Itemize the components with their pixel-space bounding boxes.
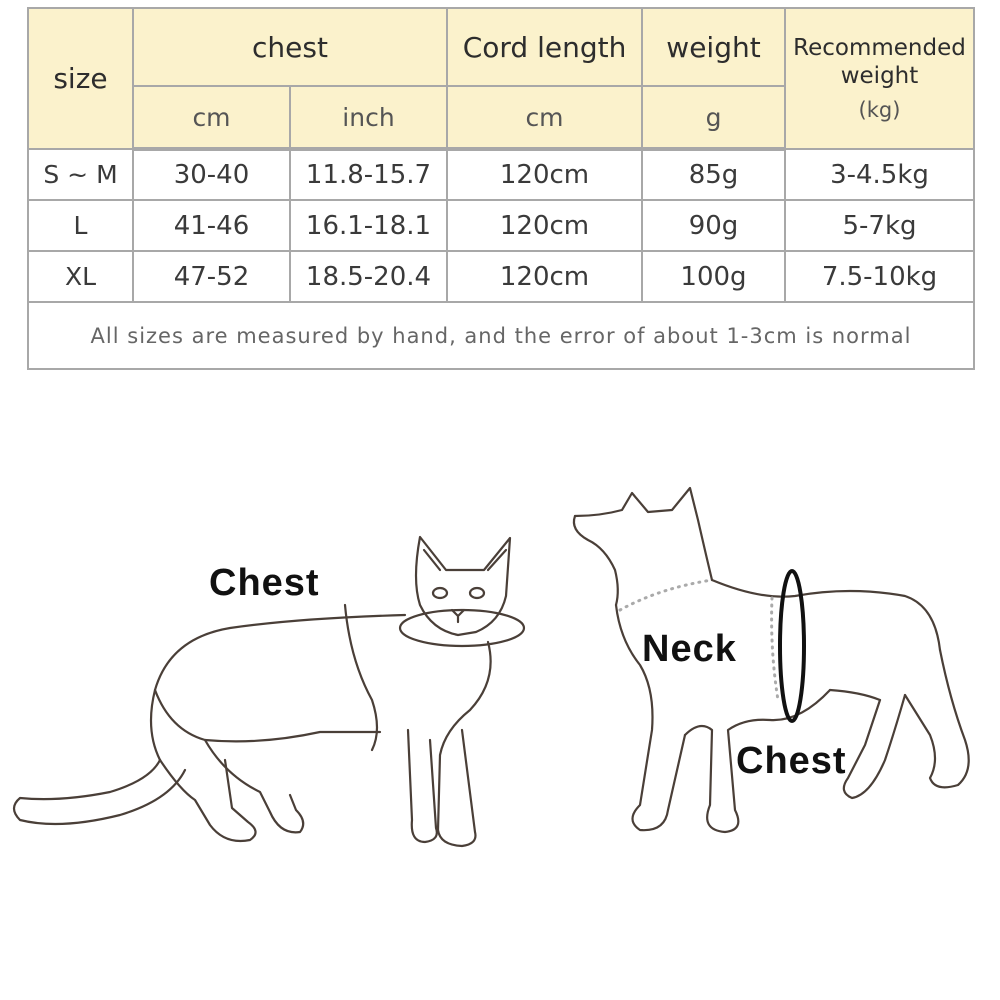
cell-cord-length: 120cm (447, 251, 642, 302)
header-chest: chest (133, 8, 447, 86)
size-chart-table (27, 7, 975, 370)
table-row (28, 251, 974, 302)
unit-cord-length: cm (447, 86, 642, 149)
cell-chest-inch: 18.5-20.4 (290, 251, 447, 302)
cell-recommended-weight: 5-7kg (785, 200, 974, 251)
header-weight: weight (642, 8, 785, 86)
unit-chest-cm: cm (133, 86, 290, 149)
table-row (28, 200, 974, 251)
cell-cord-length: 120cm (447, 200, 642, 251)
cell-recommended-weight: 3-4.5kg (785, 149, 974, 200)
header-size: size (28, 8, 133, 149)
header-cord-length: Cord length (447, 8, 642, 86)
cell-size: L (28, 200, 133, 251)
cell-chest-inch: 11.8-15.7 (290, 149, 447, 200)
unit-recommended-weight: (kg) (858, 97, 901, 122)
cell-chest-cm: 41-46 (133, 200, 290, 251)
cell-chest-cm: 30-40 (133, 149, 290, 200)
unit-weight: g (642, 86, 785, 149)
cell-chest-cm: 47-52 (133, 251, 290, 302)
cell-weight: 85g (642, 149, 785, 200)
cell-size: XL (28, 251, 133, 302)
cell-weight: 90g (642, 200, 785, 251)
measurement-illustration (0, 400, 1000, 960)
dog-neck-label: Neck (642, 628, 737, 670)
cell-size: S ~ M (28, 149, 133, 200)
header-recommended-weight (785, 8, 974, 149)
pet-outline-drawing (0, 400, 1000, 960)
cell-weight: 100g (642, 251, 785, 302)
table-row (28, 149, 974, 200)
measurement-note: All sizes are measured by hand, and the error of about 1-3cm is normal (28, 302, 974, 369)
cell-chest-inch: 16.1-18.1 (290, 200, 447, 251)
unit-chest-inch: inch (290, 86, 447, 149)
dog-chest-label: Chest (736, 740, 847, 782)
cell-cord-length: 120cm (447, 149, 642, 200)
header-recommended-weight-label: Recommended weight (793, 34, 966, 89)
cat-chest-label: Chest (209, 562, 320, 604)
cell-recommended-weight: 7.5-10kg (785, 251, 974, 302)
